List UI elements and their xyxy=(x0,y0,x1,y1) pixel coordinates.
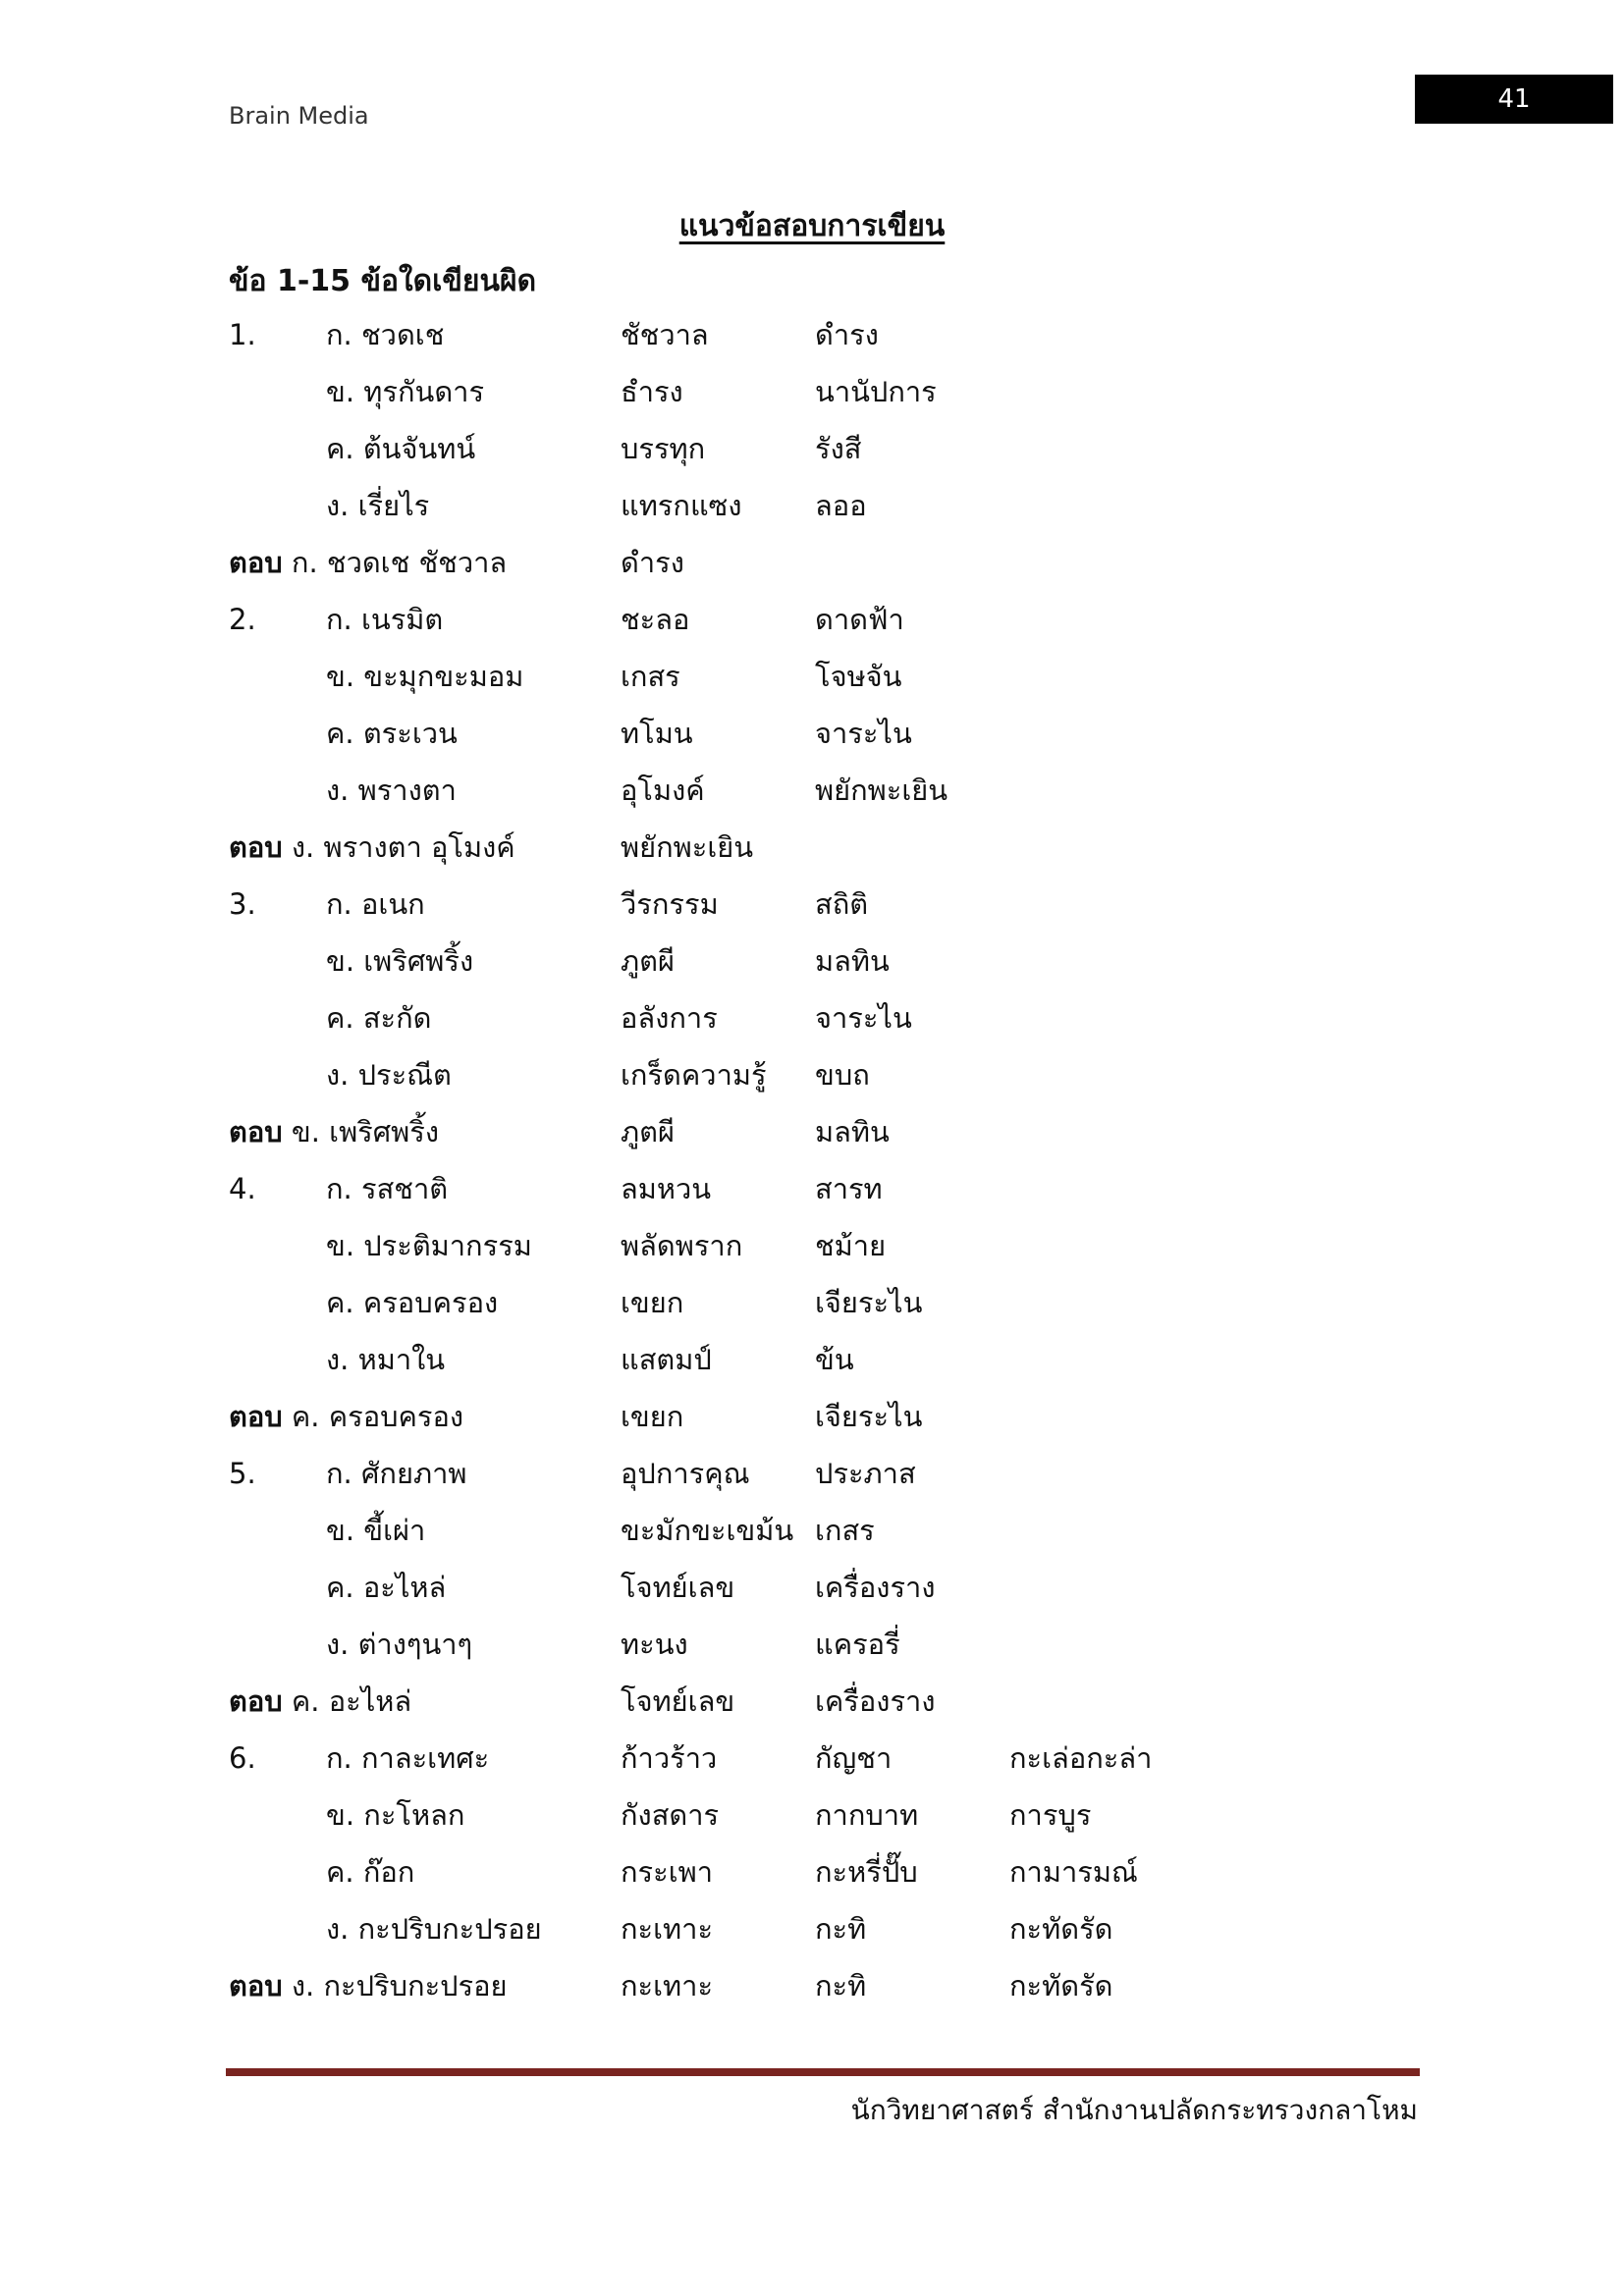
option-label: ข. ทุรกันดาร xyxy=(326,375,485,408)
option-word: ข้น xyxy=(815,1343,854,1376)
question-row xyxy=(0,1160,1624,1217)
option-word: อุปการคุณ xyxy=(621,1457,750,1490)
option-word: กังสดาร xyxy=(621,1798,720,1832)
option-word: โจทย์เลข xyxy=(621,1571,735,1604)
option-word: พลัดพราก xyxy=(621,1229,743,1262)
option-word: กระเพา xyxy=(621,1855,714,1889)
option-word: อุโมงค์ xyxy=(621,774,705,807)
answer-lead xyxy=(229,1957,508,2014)
option-label: ค. ตระเวน xyxy=(326,717,458,750)
answer-row xyxy=(0,819,1624,876)
answer-lead xyxy=(229,1388,463,1445)
option-word: กะทัดรัด xyxy=(1009,1912,1113,1946)
option-label: ข. กะโหลก xyxy=(326,1798,465,1832)
option-label: ก. รสชาติ xyxy=(326,1172,449,1205)
instruction: ข้อ 1-15 ข้อใดเขียนผิด xyxy=(229,264,537,298)
option-word: ลออ xyxy=(815,489,867,522)
option-word: สารท xyxy=(815,1172,883,1205)
answer-word: กะทัดรัด xyxy=(1009,1969,1113,2002)
answer-row xyxy=(0,1103,1624,1160)
option-word: ประภาส xyxy=(815,1457,916,1490)
option-label: ง. เรี่ยไร xyxy=(326,489,430,522)
answer-label: ตอบ xyxy=(229,830,283,864)
option-word: กะหรี่ปั๊บ xyxy=(815,1855,918,1889)
answer-choice: ค. ครอบครอง xyxy=(291,1400,464,1433)
answer-label: ตอบ xyxy=(229,1115,283,1148)
question-row xyxy=(0,306,1624,363)
answer-label: ตอบ xyxy=(229,546,283,579)
option-word: ดำรง xyxy=(815,318,879,351)
question-row xyxy=(0,876,1624,933)
option-label: ค. อะไหล่ xyxy=(326,1571,447,1604)
footer-rule xyxy=(226,2068,1420,2076)
option-word: กากบาท xyxy=(815,1798,919,1832)
question-number: 2. xyxy=(229,603,256,636)
question-row xyxy=(0,1445,1624,1502)
option-word: เกสร xyxy=(621,660,680,693)
option-label: ง. กะปริบกะปรอย xyxy=(326,1912,542,1946)
option-label: ก. เนรมิต xyxy=(326,603,444,636)
option-label: ค. ต้นจันทน์ xyxy=(326,432,476,465)
question-number: 1. xyxy=(229,318,256,351)
option-word: เกสร xyxy=(815,1514,875,1547)
answer-word: มลทิน xyxy=(815,1115,890,1148)
option-word: ภูตผี xyxy=(621,944,675,978)
option-word: ธำรง xyxy=(621,375,683,408)
option-word: จาระไน xyxy=(815,1001,912,1035)
page-title: แนวข้อสอบการเขียน xyxy=(678,209,946,243)
option-label: ข. ขะมุกขะมอม xyxy=(326,660,524,693)
answer-choice: ก. ชวดเช ชัชวาล xyxy=(291,546,508,579)
answer-word: เจียระไน xyxy=(815,1400,923,1433)
option-word: เขยก xyxy=(621,1286,684,1319)
answer-word: กะเทาะ xyxy=(621,1969,714,2002)
answer-label: ตอบ xyxy=(229,1969,283,2002)
answer-word: เครื่องราง xyxy=(815,1684,936,1718)
question-row xyxy=(0,933,1624,989)
option-label: ค. ก๊อก xyxy=(326,1855,415,1889)
answer-choice: ง. กะปริบกะปรอย xyxy=(291,1969,508,2002)
header-brand: Brain Media xyxy=(229,102,369,130)
option-word: ขบถ xyxy=(815,1058,870,1092)
option-word: ลมหวน xyxy=(621,1172,712,1205)
option-word: พยักพะเยิน xyxy=(815,774,948,807)
option-word: โจษจัน xyxy=(815,660,902,693)
option-word: แครอรี่ xyxy=(815,1628,900,1661)
option-word: ทะนง xyxy=(621,1628,688,1661)
answer-word: กะทิ xyxy=(815,1969,867,2002)
option-label: ค. ครอบครอง xyxy=(326,1286,499,1319)
option-word: ขะมักขะเขม้น xyxy=(621,1514,794,1547)
question-row xyxy=(0,1274,1624,1331)
option-word: กามารมณ์ xyxy=(1009,1855,1138,1889)
option-word: นานัปการ xyxy=(815,375,937,408)
option-word: กะเล่อกะล่า xyxy=(1009,1741,1153,1775)
answer-lead xyxy=(229,819,515,876)
option-label: ง. ต่างๆนาๆ xyxy=(326,1628,473,1661)
option-word: กัญชา xyxy=(815,1741,893,1775)
question-row xyxy=(0,1502,1624,1559)
question-row xyxy=(0,762,1624,819)
option-label: ข. ประติมากรรม xyxy=(326,1229,532,1262)
question-row xyxy=(0,420,1624,477)
option-word: กะเทาะ xyxy=(621,1912,714,1946)
answer-choice: ข. เพริศพริ้ง xyxy=(291,1115,440,1148)
option-label: ก. ชวดเช xyxy=(326,318,445,351)
question-row xyxy=(0,1217,1624,1274)
answer-row xyxy=(0,1957,1624,2014)
question-number: 4. xyxy=(229,1172,256,1205)
option-word: ชม้าย xyxy=(815,1229,887,1262)
answer-word: พยักพะเยิน xyxy=(621,830,754,864)
option-label: ค. สะกัด xyxy=(326,1001,432,1035)
option-label: ข. เพริศพริ้ง xyxy=(326,944,474,978)
answer-word: โจทย์เลข xyxy=(621,1684,735,1718)
option-word: วีรกรรม xyxy=(621,887,719,921)
option-word: สถิติ xyxy=(815,887,869,921)
question-number: 3. xyxy=(229,887,256,921)
option-word: ชะลอ xyxy=(621,603,690,636)
option-label: ก. ศักยภาพ xyxy=(326,1457,467,1490)
option-label: ง. พรางตา xyxy=(326,774,457,807)
answer-row xyxy=(0,534,1624,591)
question-row xyxy=(0,989,1624,1046)
answer-word: เขยก xyxy=(621,1400,684,1433)
question-row xyxy=(0,1787,1624,1843)
question-row xyxy=(0,1559,1624,1616)
answer-lead xyxy=(229,534,507,591)
option-word: ดาดฟ้า xyxy=(815,603,904,636)
option-word: ทโมน xyxy=(621,717,693,750)
option-label: ง. หมาใน xyxy=(326,1343,446,1376)
option-word: เกร็ดความรู้ xyxy=(621,1058,767,1092)
question-row xyxy=(0,1730,1624,1787)
question-row xyxy=(0,648,1624,705)
option-word: มลทิน xyxy=(815,944,890,978)
question-row xyxy=(0,1843,1624,1900)
question-number: 6. xyxy=(229,1741,256,1775)
answer-word: ภูตผี xyxy=(621,1115,675,1148)
answer-word: ดำรง xyxy=(621,546,684,579)
option-word: กะทิ xyxy=(815,1912,867,1946)
question-row xyxy=(0,1046,1624,1103)
option-word: เจียระไน xyxy=(815,1286,923,1319)
option-label: ง. ประณีต xyxy=(326,1058,452,1092)
question-row xyxy=(0,477,1624,534)
answer-choice: ง. พรางตา อุโมงค์ xyxy=(291,830,515,864)
option-word: การบูร xyxy=(1009,1798,1092,1832)
answer-label: ตอบ xyxy=(229,1400,283,1433)
option-word: รังสี xyxy=(815,432,862,465)
option-word: ชัชวาล xyxy=(621,318,709,351)
option-label: ข. ขี้เผ่า xyxy=(326,1514,426,1547)
answer-choice: ค. อะไหล่ xyxy=(291,1684,412,1718)
question-row xyxy=(0,363,1624,420)
option-word: แทรกแซง xyxy=(621,489,742,522)
question-row xyxy=(0,1900,1624,1957)
question-number: 5. xyxy=(229,1457,256,1490)
answer-lead xyxy=(229,1103,439,1160)
option-word: แสตมป์ xyxy=(621,1343,712,1376)
footer-text: นักวิทยาศาสตร์ สำนักงานปลัดกระทรวงกลาโหม xyxy=(850,2094,1418,2126)
option-word: จาระไน xyxy=(815,717,912,750)
option-word: ก้าวร้าว xyxy=(621,1741,718,1775)
option-word: บรรทุก xyxy=(621,432,706,465)
page-number: 41 xyxy=(1415,75,1613,124)
question-row xyxy=(0,1616,1624,1673)
question-row xyxy=(0,591,1624,648)
answer-lead xyxy=(229,1673,411,1730)
option-label: ก. อเนก xyxy=(326,887,425,921)
option-label: ก. กาละเทศะ xyxy=(326,1741,490,1775)
option-word: เครื่องราง xyxy=(815,1571,936,1604)
option-word: อลังการ xyxy=(621,1001,718,1035)
answer-row xyxy=(0,1388,1624,1445)
question-row xyxy=(0,705,1624,762)
answer-label: ตอบ xyxy=(229,1684,283,1718)
answer-row xyxy=(0,1673,1624,1730)
question-row xyxy=(0,1331,1624,1388)
